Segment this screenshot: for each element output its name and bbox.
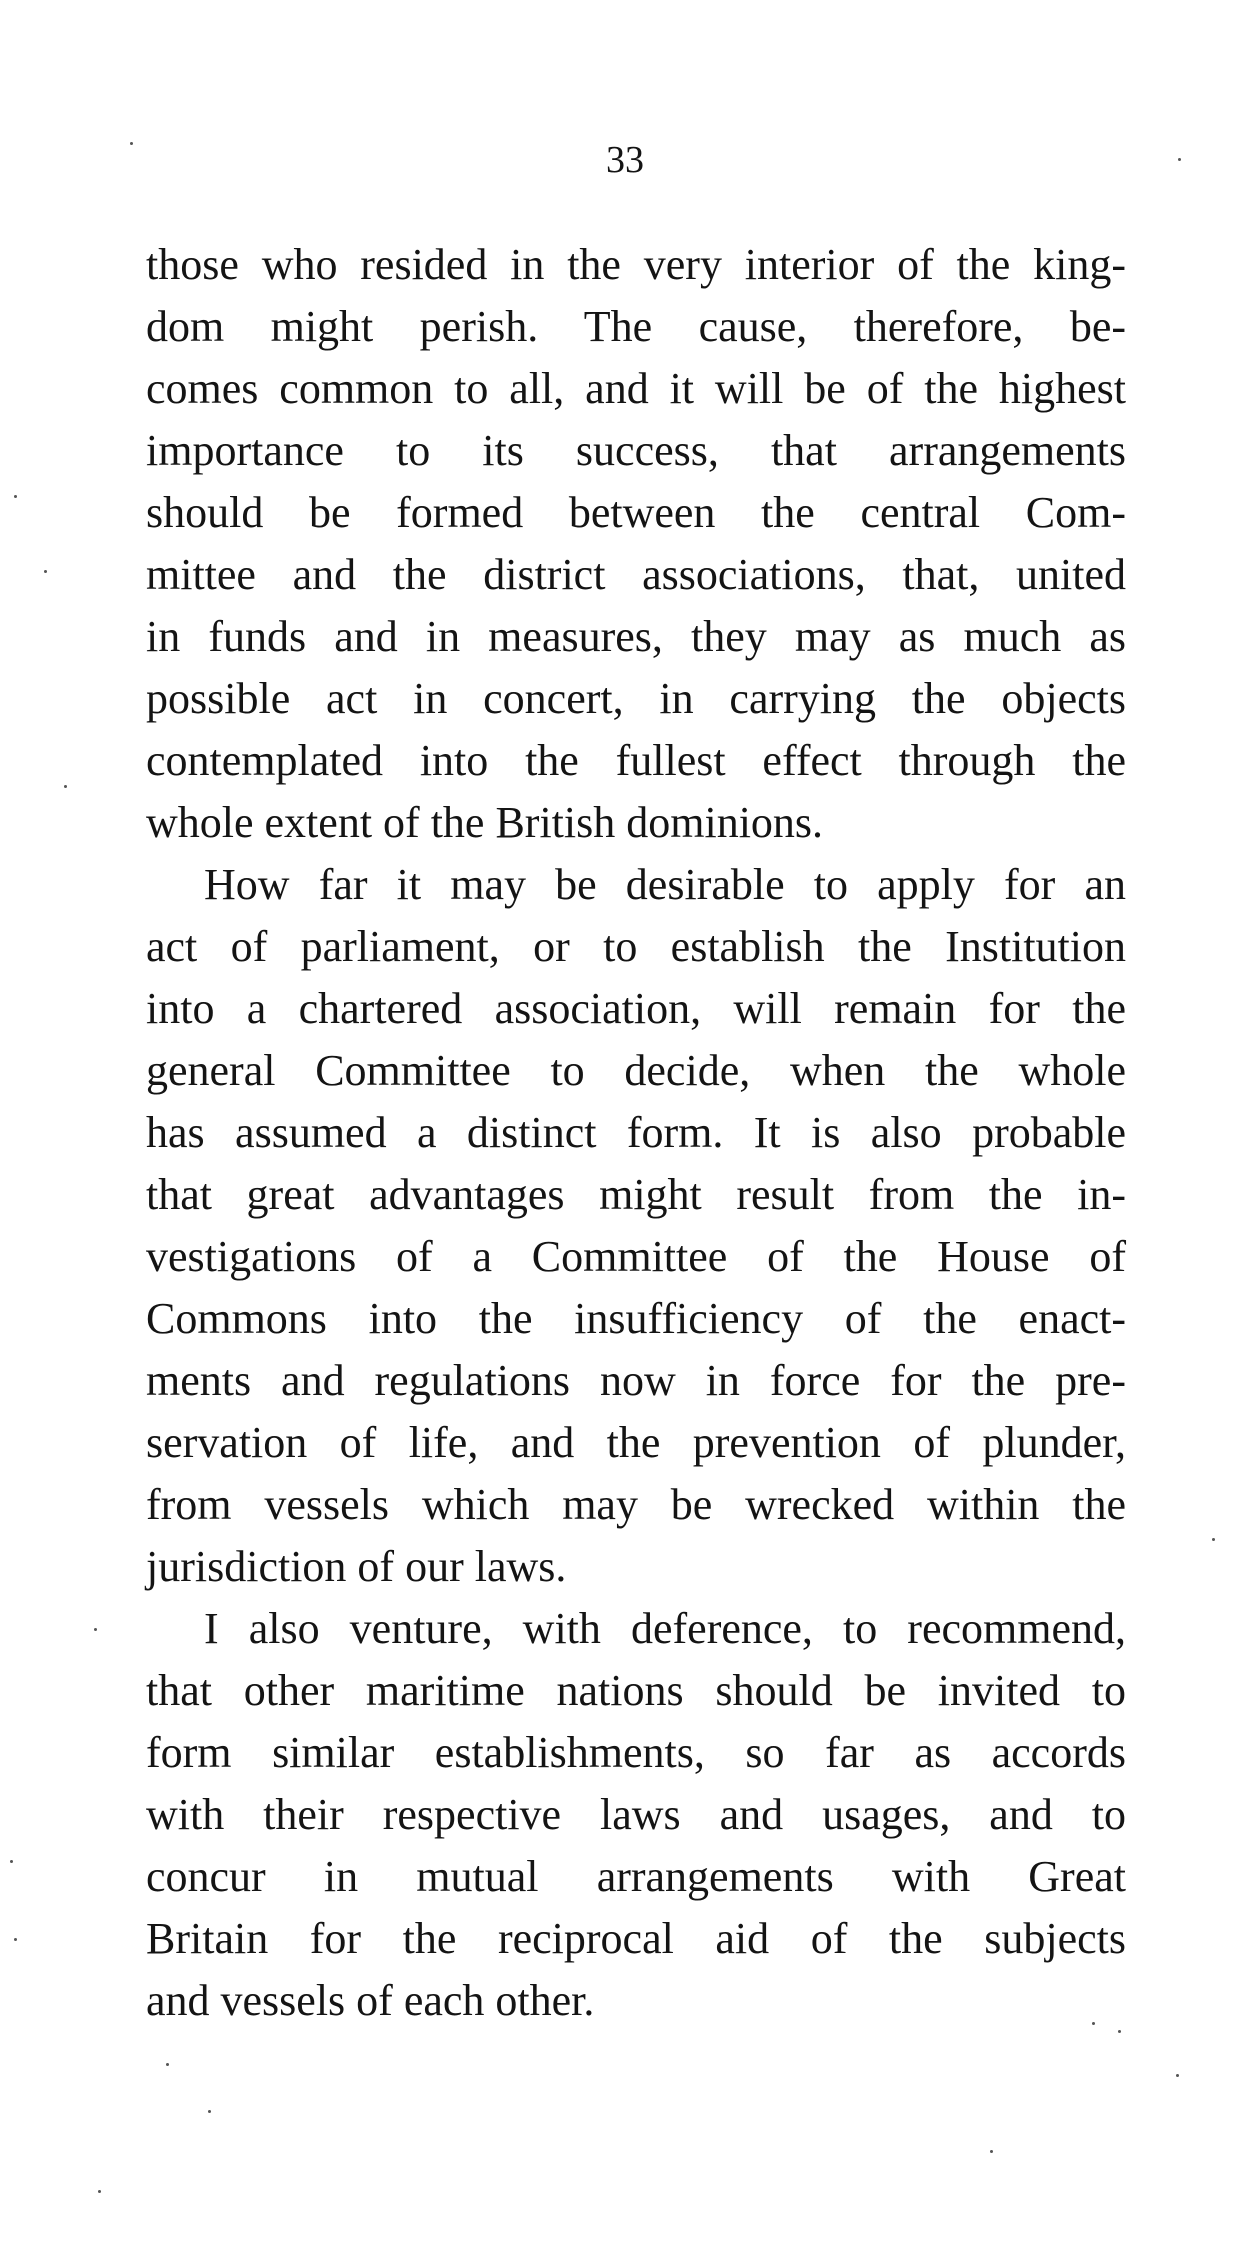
text-line: I also venture, with deference, to recommend, [204,1604,1126,1653]
text-line: contemplated into the fullest effect through the [146,736,1126,785]
text-line: Commons into the insufficiency of the enact- [146,1294,1126,1343]
paper-speck [1118,2030,1121,2033]
text-line: dom might perish. The cause, therefore, be- [146,302,1126,351]
paper-speck [1176,2074,1179,2077]
paragraph-2 [146,854,1126,1598]
text-line: that other maritime nations should be invited to [146,1666,1126,1715]
text-line: in funds and in measures, they may as much as [146,612,1126,661]
paper-speck [166,2063,169,2066]
text-line: with their respective laws and usages, and to [146,1790,1126,1839]
body-text [146,234,1126,2032]
text-line: those who resided in the very interior of the king- [146,240,1126,289]
paper-speck [94,1628,97,1631]
text-line: vestigations of a Committee of the House of [146,1232,1126,1281]
paragraph-1 [146,234,1126,854]
paragraph-3 [146,1598,1126,2032]
paper-speck [44,570,47,573]
text-line: that great advantages might result from the in- [146,1170,1126,1219]
paper-speck [98,2190,101,2193]
text-line: form similar establishments, so far as accords [146,1728,1126,1777]
text-line: into a chartered association, will remain for the [146,984,1126,1033]
paper-speck [64,785,67,788]
text-line: possible act in concert, in carrying the objects [146,674,1126,723]
page-number: 33 [606,139,644,181]
text-line: act of parliament, or to establish the Institution [146,922,1126,971]
text-line: Britain for the reciprocal aid of the subjects [146,1914,1126,1963]
text-line: servation of life, and the prevention of plunder, [146,1418,1126,1467]
paper-speck [1178,158,1181,161]
text-line: mittee and the district associations, that, united [146,550,1126,599]
text-line: whole extent of the British dominions. [146,798,824,847]
paper-speck [208,2110,211,2113]
text-line: and vessels of each other. [146,1976,595,2025]
paper-speck [14,495,17,498]
text-line: should be formed between the central Com- [146,488,1126,537]
paper-speck [1212,1538,1215,1541]
paper-speck [1092,2022,1095,2025]
text-line: ments and regulations now in force for the pre- [146,1356,1126,1405]
text-line: How far it may be desirable to apply for an [204,860,1126,909]
text-line: from vessels which may be wrecked within the [146,1480,1126,1529]
text-line: has assumed a distinct form. It is also probable [146,1108,1126,1157]
paper-speck [990,2150,993,2153]
text-line: concur in mutual arrangements with Great [146,1852,1126,1901]
text-line: general Committee to decide, when the whole [146,1046,1126,1095]
paper-speck [14,1938,17,1941]
text-line: jurisdiction of our laws. [146,1542,567,1591]
text-line: importance to its success, that arrangements [146,426,1126,475]
text-line: comes common to all, and it will be of the highest [146,364,1126,413]
paper-speck [10,1860,13,1863]
paper-speck [130,142,133,145]
